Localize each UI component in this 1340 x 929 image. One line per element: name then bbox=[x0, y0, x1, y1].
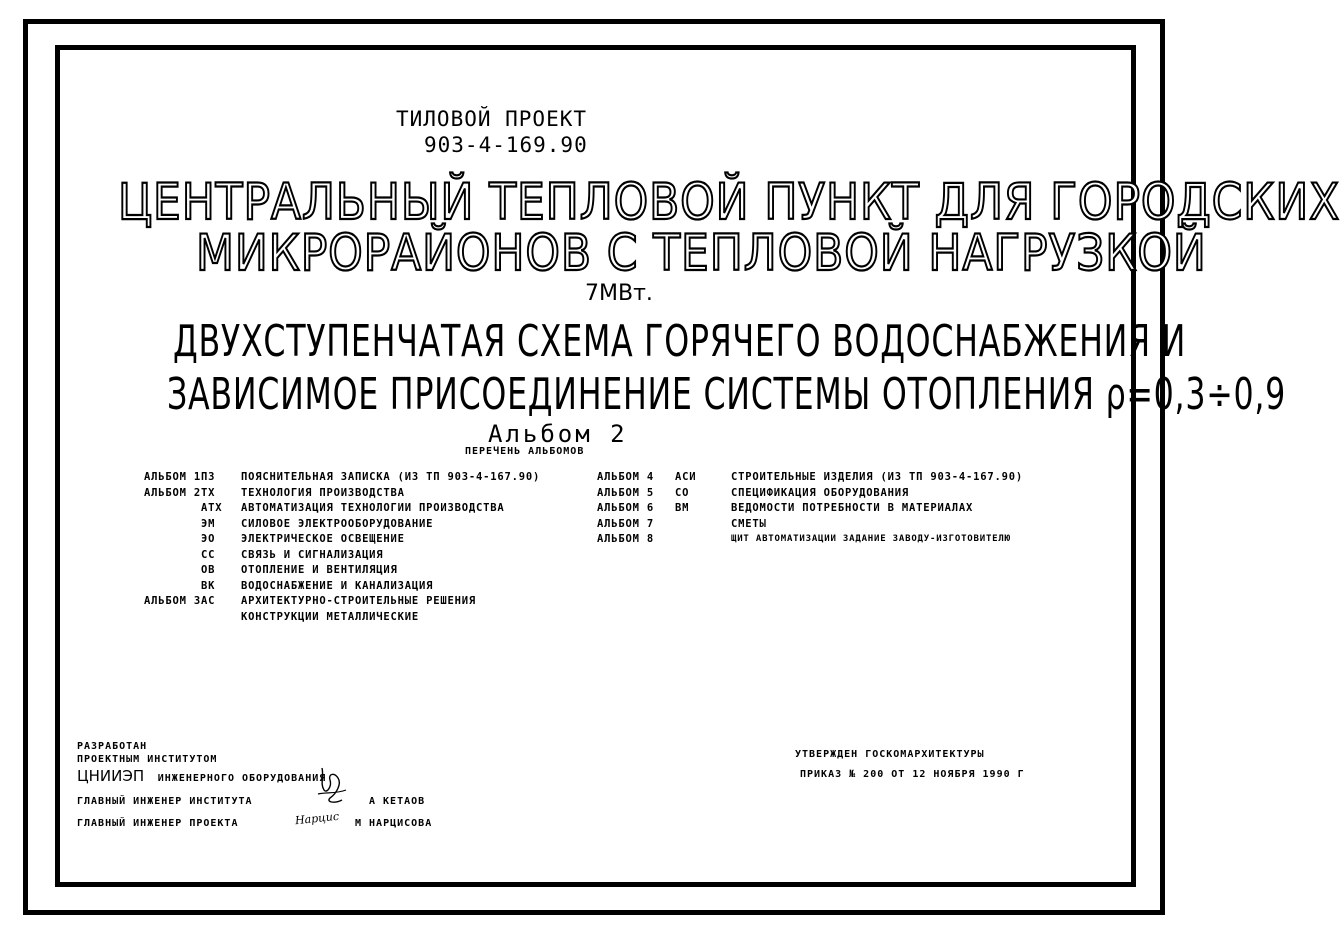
list-item bbox=[597, 532, 1047, 548]
album-name: СМЕТЫ bbox=[731, 517, 767, 530]
album-name: ЭЛЕКТРИЧЕСКОЕ ОСВЕЩЕНИЕ bbox=[241, 533, 405, 545]
album-label: АЛЬБОМ 7 bbox=[597, 517, 654, 530]
list-item bbox=[597, 517, 1047, 533]
album-code: СО bbox=[675, 486, 690, 499]
album-code: ЭО bbox=[201, 533, 216, 545]
list-item bbox=[597, 470, 1047, 486]
list-item bbox=[144, 470, 564, 486]
project-type-label: ТИЛОВОЙ ПРОЕКТ bbox=[396, 107, 588, 131]
album-name: АРХИТЕКТУРНО-СТРОИТЕЛЬНЫЕ РЕШЕНИЯ bbox=[241, 595, 477, 607]
album-name: КОНСТРУКЦИИ МЕТАЛЛИЧЕСКИЕ bbox=[241, 610, 420, 623]
list-item bbox=[144, 548, 564, 564]
album-name: ТЕХНОЛОГИЯ ПРОИЗВОДСТВА bbox=[241, 486, 405, 499]
chief-engineer-project-name: М НАРЦИСОВА bbox=[355, 818, 433, 829]
list-item bbox=[597, 501, 1047, 517]
album-label bbox=[144, 548, 201, 564]
title-line-3: ДВУХСТУПЕНЧАТАЯ СХЕМА ГОРЯЧЕГО ВОДОСНАБЖЕНИЯ И bbox=[173, 316, 1187, 367]
album-name: ВОДОСНАБЖЕНИЕ И КАНАЛИЗАЦИЯ bbox=[241, 579, 434, 592]
album-code: ВК bbox=[201, 579, 216, 592]
album-code: АСИ bbox=[675, 471, 697, 483]
signature-project: Нарцис bbox=[294, 809, 340, 828]
institute-name: ЦНИИЭП bbox=[77, 767, 145, 785]
list-item bbox=[597, 486, 1047, 502]
album-name: ВЕДОМОСТИ ПОТРЕБНОСТИ В МАТЕРИАЛАХ bbox=[731, 502, 974, 514]
list-item bbox=[144, 501, 564, 517]
chief-engineer-project-label: ГЛАВНЫЙ ИНЖЕНЕР ПРОЕКТА bbox=[77, 818, 239, 829]
album-name: ОТОПЛЕНИЕ И ВЕНТИЛЯЦИЯ bbox=[241, 564, 398, 576]
album-name: ЩИТ АВТОМАТИЗАЦИИ ЗАДАНИЕ ЗАВОДУ-ИЗГОТОВИТЕЛЮ bbox=[731, 534, 1011, 544]
album-label bbox=[144, 532, 201, 548]
album-name: СВЯЗЬ И СИГНАЛИЗАЦИЯ bbox=[241, 548, 384, 561]
list-item bbox=[144, 532, 564, 548]
developer-line-1: РАЗРАБОТАН bbox=[77, 741, 148, 752]
title-line-2: МИКРОРАЙОНОВ С ТЕПЛОВОЙ НАГРУЗКОЙ bbox=[196, 224, 1207, 282]
thermal-load: 7МВт. bbox=[585, 281, 653, 306]
approval-line-1: УТВЕРЖДЕН ГОСКОМАРХИТЕКТУРЫ bbox=[795, 749, 985, 760]
project-number: 903-4-169.90 bbox=[424, 133, 588, 157]
chief-engineer-institute-label: ГЛАВНЫЙ ИНЖЕНЕР ИНСТИТУТА bbox=[77, 796, 253, 807]
album-label: АЛЬБОМ 2 bbox=[144, 486, 201, 499]
developer-line-2: ПРОЕКТНЫМ ИНСТИТУТОМ bbox=[77, 754, 218, 765]
album-number: Альбом 2 bbox=[488, 420, 628, 448]
album-label bbox=[144, 517, 201, 533]
album-name: СТРОИТЕЛЬНЫЕ ИЗДЕЛИЯ (ИЗ ТП 903-4-167.90) bbox=[731, 471, 1023, 483]
title-line-1: ЦЕНТРАЛЬНЫЙ ТЕПЛОВОЙ ПУНКТ ДЛЯ ГОРОДСКИХ bbox=[118, 173, 1340, 231]
album-name: СПЕЦИФИКАЦИЯ ОБОРУДОВАНИЯ bbox=[731, 486, 910, 499]
album-code: АС bbox=[201, 595, 216, 607]
album-label bbox=[144, 501, 201, 517]
album-label: АЛЬБОМ 4 bbox=[597, 471, 654, 483]
album-name: АВТОМАТИЗАЦИЯ ТЕХНОЛОГИИ ПРОИЗВОДСТВА bbox=[241, 502, 505, 514]
album-code: ТХ bbox=[201, 486, 216, 499]
album-list-heading: ПЕРЕЧЕНЬ АЛЬБОМОВ bbox=[465, 446, 585, 457]
album-label: АЛЬБОМ 1 bbox=[144, 471, 201, 483]
title-line-4: ЗАВИСИМОЕ ПРИСОЕДИНЕНИЕ СИСТЕМЫ ОТОПЛЕНИЯ ρ=0,3÷0,9 bbox=[167, 369, 1287, 420]
album-code: ПЗ bbox=[201, 471, 216, 483]
album-name: СИЛОВОЕ ЭЛЕКТРООБОРУДОВАНИЕ bbox=[241, 517, 434, 530]
list-item bbox=[144, 563, 564, 579]
list-item bbox=[144, 610, 564, 626]
album-code bbox=[675, 532, 731, 548]
album-label bbox=[144, 579, 201, 595]
chief-engineer-institute-name: А КЕТАОВ bbox=[369, 796, 426, 807]
albums-list-right bbox=[597, 470, 1047, 548]
album-label: АЛЬБОМ 6 bbox=[597, 502, 654, 514]
album-code: СС bbox=[201, 548, 216, 561]
list-item bbox=[144, 594, 564, 610]
album-code: ВМ bbox=[675, 502, 690, 514]
album-code: ЭМ bbox=[201, 517, 216, 530]
album-label bbox=[144, 610, 201, 626]
approval-line-2: ПРИКАЗ № 200 ОТ 12 НОЯБРЯ 1990 Г bbox=[800, 769, 1025, 780]
list-item bbox=[144, 579, 564, 595]
list-item bbox=[144, 517, 564, 533]
signature-institute bbox=[312, 764, 352, 810]
album-label: АЛЬБОМ 3 bbox=[144, 595, 201, 607]
album-label: АЛЬБОМ 8 bbox=[597, 533, 654, 545]
album-code: ОВ bbox=[201, 564, 216, 576]
albums-list-left bbox=[144, 470, 564, 625]
album-code: АТХ bbox=[201, 502, 223, 514]
album-label: АЛЬБОМ 5 bbox=[597, 486, 654, 499]
developer-institute bbox=[77, 766, 326, 785]
album-code bbox=[201, 610, 241, 626]
album-code bbox=[675, 517, 731, 533]
album-label bbox=[144, 563, 201, 579]
album-name: ПОЯСНИТЕЛЬНАЯ ЗАПИСКА (ИЗ ТП 903-4-167.90) bbox=[241, 471, 541, 483]
institute-rest: ИНЖЕНЕРНОГО ОБОРУДОВАНИЯ bbox=[157, 773, 327, 784]
list-item bbox=[144, 486, 564, 502]
